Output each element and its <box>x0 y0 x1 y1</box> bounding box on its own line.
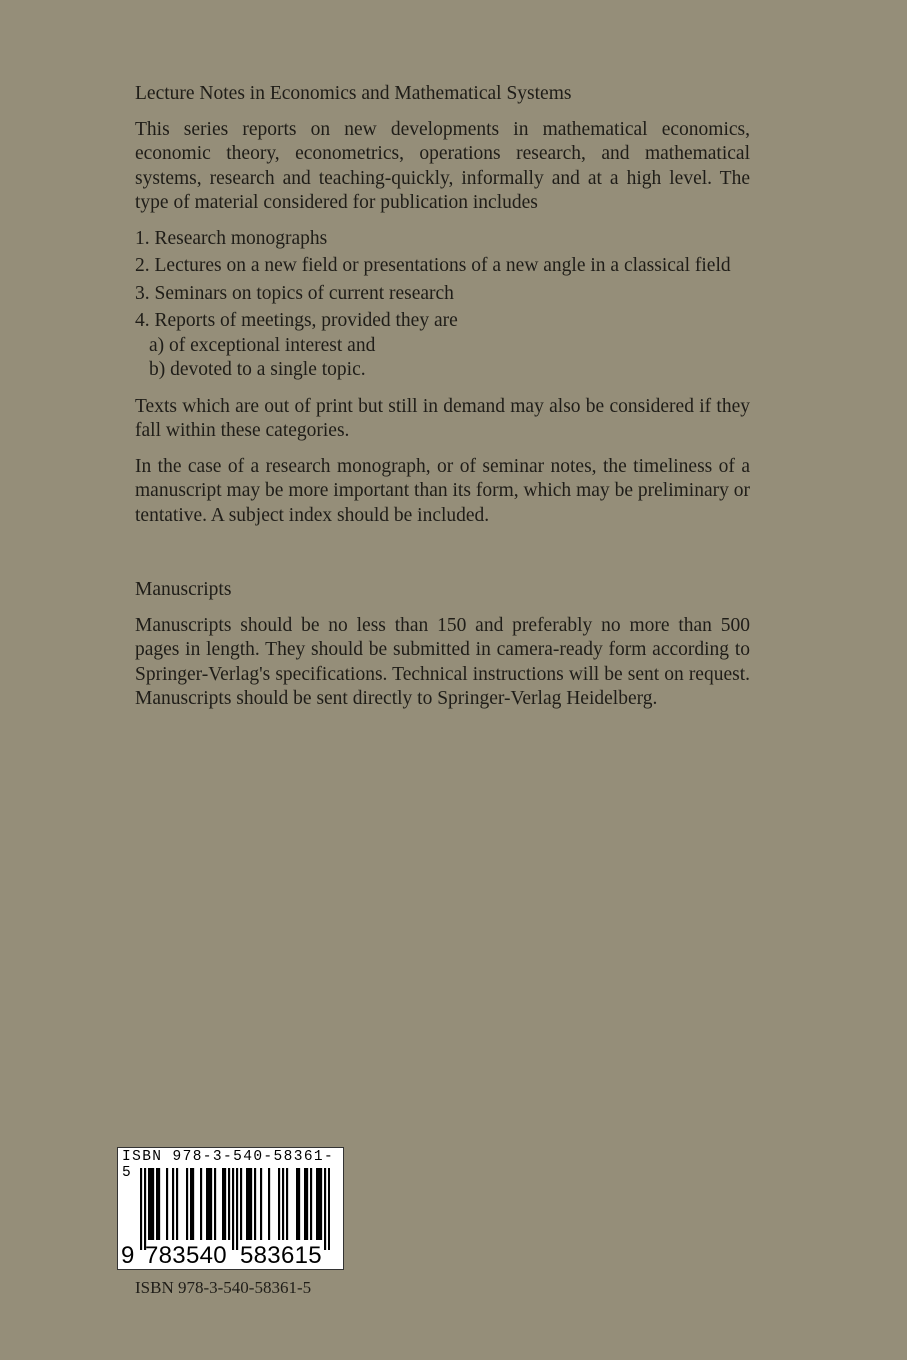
barcode-bar <box>324 1168 326 1250</box>
barcode-left-digits: 783540 <box>145 1242 227 1269</box>
out-of-print-paragraph: Texts which are out of print but still in demand may also be considered if they fall within these categories. <box>135 395 750 441</box>
list-item-label: 4. Reports of meetings, provided they are <box>135 310 458 331</box>
barcode-bar <box>260 1168 262 1240</box>
barcode-bar <box>248 1168 250 1240</box>
sub-item: a) of exceptional interest and <box>149 334 376 356</box>
barcode-bar <box>224 1168 226 1240</box>
sub-item: b) devoted to a single topic. <box>149 359 366 380</box>
barcode-bar <box>304 1168 306 1240</box>
barcode-bar <box>268 1168 270 1240</box>
barcode-bar <box>306 1168 308 1240</box>
barcode-bar <box>318 1168 320 1240</box>
barcode-bar <box>206 1168 208 1240</box>
barcode-bar <box>250 1168 252 1240</box>
barcode-bar <box>286 1168 288 1240</box>
barcode-bars <box>140 1168 330 1250</box>
barcode-bar <box>222 1168 224 1240</box>
back-cover-text <box>135 82 750 723</box>
list-item <box>135 309 750 383</box>
barcode-bar <box>156 1168 158 1240</box>
barcode-bar <box>210 1168 212 1240</box>
barcode-bar <box>140 1168 142 1250</box>
barcode-bar <box>186 1168 188 1240</box>
timeliness-paragraph: In the case of a research monograph, or of seminar notes, the timeliness of a manuscript may be more important than its form, which may be preliminary or tentative. A subject index should be included. <box>135 455 750 526</box>
list-item: 1. Research monographs <box>135 227 328 249</box>
barcode-bar <box>310 1168 312 1240</box>
barcode-bar <box>176 1168 178 1240</box>
barcode-bar <box>158 1168 160 1240</box>
barcode-bar <box>192 1168 194 1240</box>
barcode-isbn-label: ISBN 978-3-540-58361-5 <box>122 1149 335 1181</box>
manuscripts-heading: Manuscripts <box>135 579 232 600</box>
barcode-bar <box>148 1168 150 1240</box>
barcode-bar <box>296 1168 298 1240</box>
barcode-bar <box>172 1168 174 1240</box>
barcode-lead-digit: 9 <box>121 1242 135 1269</box>
barcode-bar <box>278 1168 280 1240</box>
barcode <box>117 1147 344 1270</box>
barcode-bar <box>316 1168 318 1240</box>
barcode-bar <box>254 1168 256 1240</box>
barcode-bar <box>282 1168 284 1240</box>
barcode-bar <box>228 1168 230 1240</box>
barcode-bar <box>200 1168 202 1240</box>
intro-paragraph: This series reports on new developments in mathematical economics, economic theory, econometrics, operations research, and mathematical systems, research and teaching-quickly, informally and at a high level. The type of material considered for publication includes <box>135 118 750 213</box>
list-item: 2. Lectures on a new field or presentations of a new angle in a classical field <box>135 255 731 276</box>
isbn-text: ISBN 978-3-540-58361-5 <box>135 1278 312 1297</box>
barcode-bar <box>152 1168 154 1240</box>
barcode-bar <box>298 1168 300 1240</box>
barcode-bar <box>214 1168 216 1240</box>
barcode-bar <box>208 1168 210 1240</box>
barcode-bar <box>236 1168 238 1250</box>
manuscripts-paragraph: Manuscripts should be no less than 150 and preferably no more than 500 pages in length. They should be submitted in camera-ready form according to Springer-Verlag's specifications. Technical instructions will be sent on request. Manuscripts should be sent directly to Springer-Verlag Heidelberg. <box>135 614 750 709</box>
barcode-bar <box>166 1168 168 1240</box>
barcode-bar <box>190 1168 192 1240</box>
barcode-bar <box>240 1168 242 1240</box>
series-title: Lecture Notes in Economics and Mathematical Systems <box>135 83 572 104</box>
barcode-bar <box>150 1168 152 1240</box>
material-list <box>135 227 750 383</box>
barcode-bar <box>320 1168 322 1240</box>
barcode-bar <box>328 1168 330 1250</box>
list-item: 3. Seminars on topics of current research <box>135 282 454 304</box>
barcode-bar <box>232 1168 234 1250</box>
barcode-bar <box>246 1168 248 1240</box>
barcode-bar <box>144 1168 146 1250</box>
barcode-right-digits: 583615 <box>240 1242 322 1269</box>
